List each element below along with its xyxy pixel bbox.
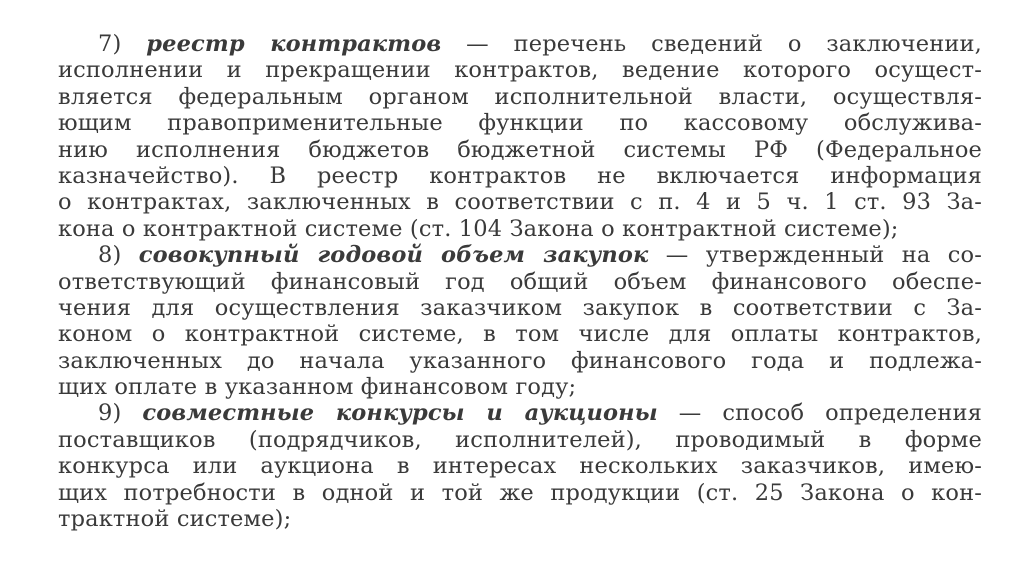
paragraph-8-term: совокупный годовой объем закупок	[138, 242, 649, 269]
paragraph-9-line-2: поставщиков (подрядчиков, исполнителей), проводимый в форме	[58, 426, 982, 453]
paragraph-7-text: — перечень сведений о заключении,	[441, 31, 982, 57]
paragraph-8-line-1	[58, 242, 982, 268]
paragraph-7-number: 7)	[98, 31, 122, 57]
paragraph-9-term: совместные конкурсы и аукционы	[142, 400, 658, 427]
paragraph-7-line-2: исполнении и прекращении контрактов, ведение которого осущест-	[58, 57, 982, 84]
paragraph-8-line-3: чения для осуществления заказчиком закупок в соответствии с За-	[58, 294, 982, 321]
paragraph-7-line-8: кона о контрактной системе (ст. 104 Закона о контрактной системе);	[58, 215, 899, 242]
paragraph-9-line-1	[58, 400, 982, 426]
paragraph-7-line-4: ющим правоприменительные функции по кассовому обслужива-	[58, 110, 982, 137]
paragraph-7-line-5: нию исполнения бюджетов бюджетной системы РФ (Федеральное	[58, 136, 982, 163]
paragraph-9-line-4: щих потребности в одной и той же продукции (ст. 25 Закона о кон-	[58, 479, 982, 506]
paragraph-8-text: — утвержденный на со-	[648, 242, 982, 269]
paragraph-9-line-3: конкурса или аукциона в интересах нескольких заказчиков, имею-	[58, 453, 982, 480]
paragraph-7-line-1	[58, 31, 982, 57]
paragraph-9-number: 9)	[98, 400, 122, 427]
document-text	[58, 31, 982, 532]
paragraph-9-text: — способ определения	[657, 400, 982, 427]
paragraph-7-line-3: вляется федеральным органом исполнительной власти, осуществля-	[58, 83, 982, 110]
paragraph-9-line-5: трактной системе);	[58, 506, 292, 533]
paragraph-7-line-6: казначейство). В реестр контрактов не включается информация	[58, 162, 982, 189]
paragraph-8-number: 8)	[98, 242, 122, 269]
paragraph-8-line-2: ответствующий финансовый год общий объем финансового обеспе-	[58, 268, 982, 295]
paragraph-7-term: реестр контрактов	[146, 31, 442, 57]
paragraph-8-line-5: заключенных до начала указанного финансового года и подлежа-	[58, 347, 982, 374]
paragraph-8-line-6: щих оплате в указанном финансовом году;	[58, 374, 577, 401]
paragraph-7-line-7: о контрактах, заключенных в соответствии с п. 4 и 5 ч. 1 ст. 93 За-	[58, 189, 982, 216]
paragraph-8-line-4: коном о контрактной системе, в том числе для оплаты контрактов,	[58, 321, 982, 348]
